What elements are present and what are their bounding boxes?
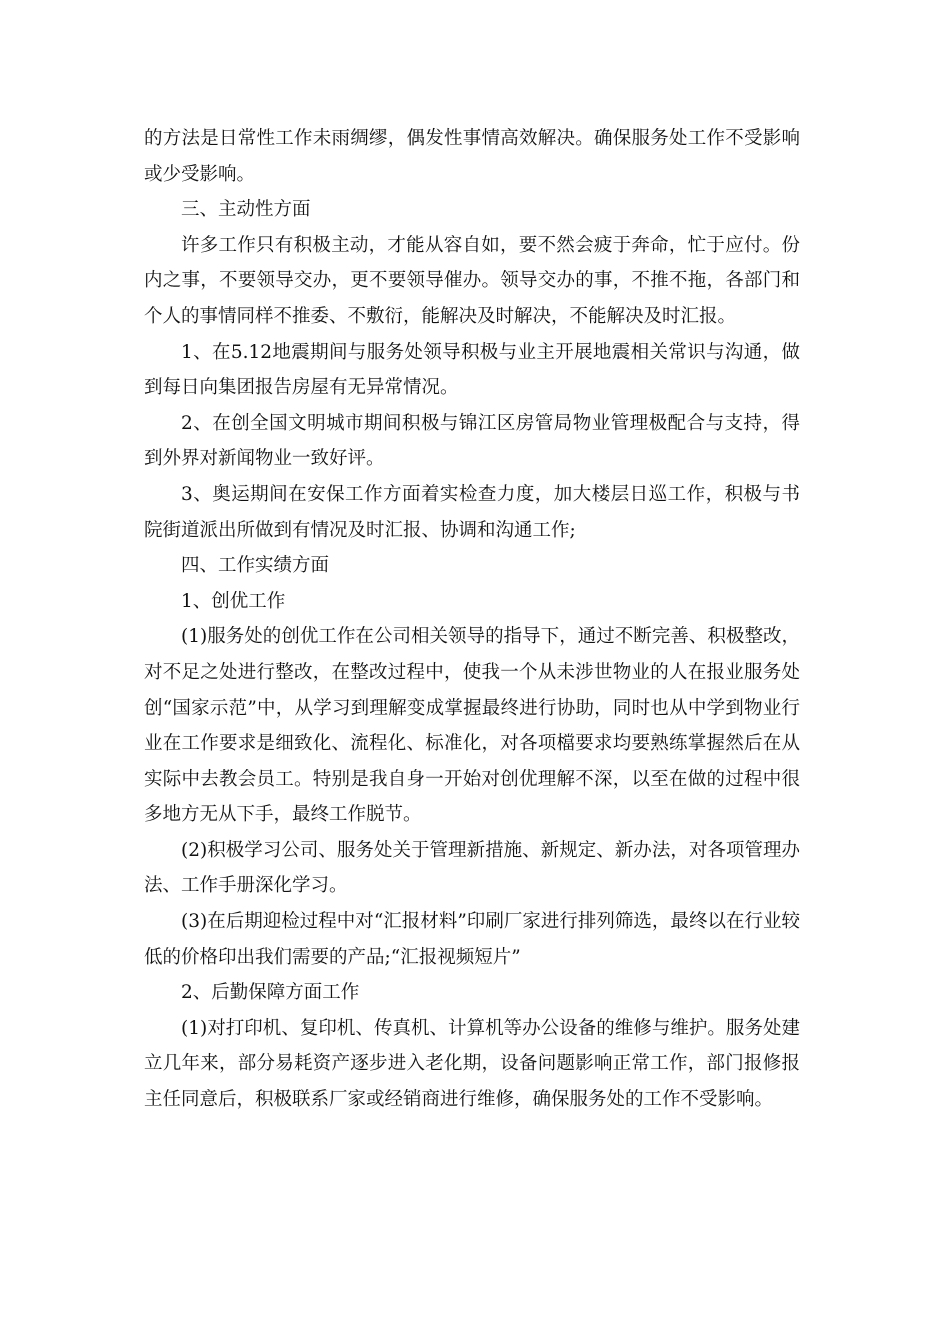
paragraph-excellence-2: (2)积极学习公司、服务处关于管理新措施、新规定、新办法，对各项管理办法、工作手册深化学习。	[144, 839, 800, 897]
paragraph-initiative-intro: 许多工作只有积极主动，才能从容自如，要不然会疲于奔命，忙于应付。份内之事，不要领导交办，更不要领导催办。领导交办的事，不推不拖，各部门和个人的事情同样不推委、不敷衍，能解决及时解决，不能解决及时汇报。	[144, 234, 800, 327]
subheading-logistics: 2、后勤保障方面工作	[181, 982, 360, 1004]
subheading-excellence-work: 1、创优工作	[181, 590, 286, 612]
paragraph-excellence-3: (3)在后期迎检过程中对“汇报材料”印刷厂家进行排列筛选，最终以在行业较低的价格印出我们需要的产品;“汇报视频短片”	[144, 911, 800, 968]
list-item-earthquake: 1、在5.12地震期间与服务处领导积极与业主开展地震相关常识与沟通，做到每日向集团报告房屋有无异常情况。	[144, 341, 800, 399]
list-item-civilized-city: 2、在创全国文明城市期间积极与锦江区房管局物业管理极配合与支持，得到外界对新闻物业一致好评。	[144, 412, 800, 470]
list-item-olympics: 3、奥运期间在安保工作方面着实检查力度，加大楼层日巡工作，积极与书院街道派出所做到有情况及时汇报、协调和沟通工作;	[144, 483, 800, 541]
paragraph-logistics-1: (1)对打印机、复印机、传真机、计算机等办公设备的维修与维护。服务处建立几年来，部分易耗资产逐步进入老化期，设备问题影响正常工作，部门报修报主任同意后，积极联系厂家或经销商进行维修，确保服务处的工作不受影响。	[144, 1017, 800, 1111]
document-body	[144, 121, 800, 1118]
section-heading-initiative: 三、主动性方面	[181, 199, 311, 221]
section-heading-achievements: 四、工作实绩方面	[181, 555, 330, 577]
paragraph-excellence-1: (1)服务处的创优工作在公司相关领导的指导下，通过不断完善、积极整改，对不足之处进行整改，在整改过程中，使我一个从未涉世物业的人在报业服务处创“国家示范”中，从学习到理解变成掌握最终进行协助，同时也从中学到物业行业在工作要求是细致化、流程化、标准化，对各项檔要求均要熟练掌握然后在从实际中去教会员工。特别是我自身一开始对创优理解不深，以至在做的过程中很多地方无从下手，最终工作脱节。	[144, 626, 800, 826]
paragraph-continuation: 的方法是日常性工作未雨绸缪，偶发性事情高效解决。确保服务处工作不受影响或少受影响。	[144, 128, 800, 185]
